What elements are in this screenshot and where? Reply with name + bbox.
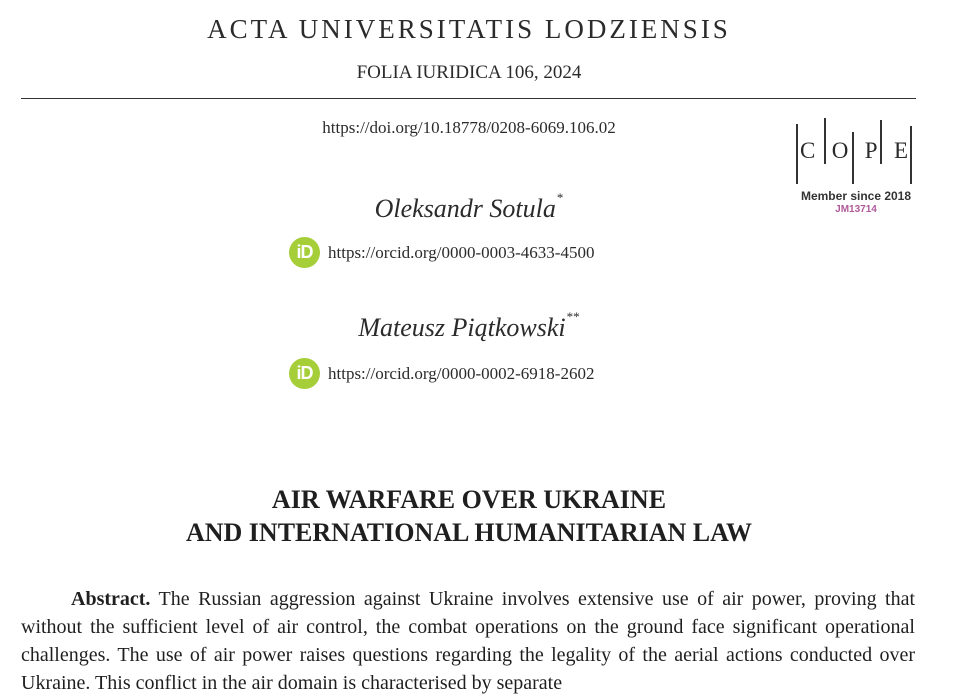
journal-name: ACTA UNIVERSITATIS LODZIENSIS xyxy=(207,14,731,44)
author-name xyxy=(0,190,938,224)
cope-badge xyxy=(794,118,912,184)
abstract-text: The Russian aggression against Ukraine involves extensive use of air power, proving that without the sufficient level of air control, the combat operations on the ground face significant operational challenges. The use of air power raises questions regarding the legality of the aerial actions conducted over Ukraine. This conflict in the air domain is characterised by separate xyxy=(21,588,916,694)
abstract-paragraph xyxy=(21,585,915,697)
article-title-line: AIR WARFARE OVER UKRAINE xyxy=(271,485,667,514)
cope-letter: C xyxy=(800,138,818,163)
author-footnote-marker[interactable]: ** xyxy=(566,309,580,324)
author-name-text: Mateusz Piątkowski xyxy=(358,313,566,342)
author-name-text: Oleksandr Sotula xyxy=(374,194,556,223)
header-divider xyxy=(21,98,916,99)
orcid-icon[interactable]: iD xyxy=(289,358,320,389)
cope-letter: E xyxy=(893,138,910,163)
journal-folio: FOLIA IURIDICA 106, 2024 xyxy=(356,62,582,83)
orcid-link[interactable]: https://orcid.org/0000-0003-4633-4500 xyxy=(328,242,595,262)
abstract-label: Abstract. xyxy=(71,588,151,610)
cope-member-id: JM13714 xyxy=(835,204,877,215)
cope-letters xyxy=(800,138,910,164)
author-name xyxy=(0,309,938,343)
orcid-link[interactable]: https://orcid.org/0000-0002-6918-2602 xyxy=(328,363,595,383)
cope-letter: P xyxy=(864,138,880,163)
cope-bar xyxy=(910,126,912,184)
orcid-icon[interactable]: iD xyxy=(289,237,320,268)
orcid-row xyxy=(289,237,594,268)
cope-bar xyxy=(796,124,798,184)
article-title-line: AND INTERNATIONAL HUMANITARIAN LAW xyxy=(185,518,753,547)
cope-member-since: Member since 2018 xyxy=(800,189,912,203)
orcid-row xyxy=(289,358,594,389)
cope-letter: O xyxy=(831,138,851,163)
author-footnote-marker[interactable]: * xyxy=(556,190,564,205)
doi-link[interactable]: https://doi.org/10.18778/0208-6069.106.02 xyxy=(322,118,616,137)
